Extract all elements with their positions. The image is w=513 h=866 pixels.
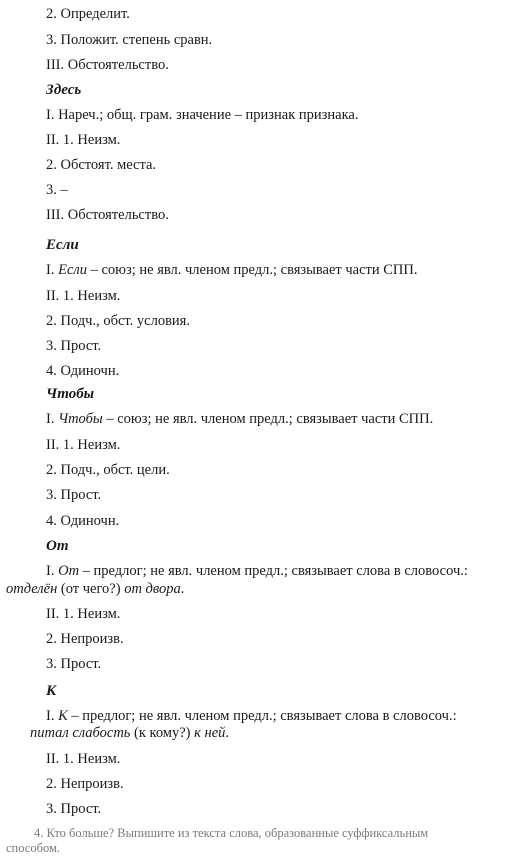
text-line: III. Обстоятельство. [46,207,169,223]
text-line: 3. Прост. [46,801,102,817]
section-heading-chtoby: Чтобы [46,386,95,402]
text-line: 2. Определит. [46,6,130,22]
text-line: питал слабость (к кому?) к ней. [30,725,230,741]
text-line: I. Чтобы – союз; не явл. членом предл.; связывает части СПП. [46,411,434,427]
text-line: 2. Подч., обст. цели. [46,462,170,478]
text-line: 3. Положит. степень сравн. [46,32,213,48]
text-line: 2. Подч., обст. условия. [46,313,190,329]
task-prompt-line: 4. Кто больше? Выпишите из текста слова, образованные суффиксальным [34,826,429,840]
text-line: II. 1. Неизм. [46,606,121,622]
task-prompt-line: способом. [6,841,61,855]
section-heading-zdes: Здесь [46,82,82,98]
text-line: II. 1. Неизм. [46,288,121,304]
section-heading-esli: Если [46,237,79,253]
text-line: I. К – предлог; не явл. членом предл.; связывает слова в словосоч.: [46,708,457,724]
section-heading-k: К [46,683,57,699]
text-line: II. 1. Неизм. [46,132,121,148]
text-line: 4. Одиночн. [46,363,120,379]
text-line: 3. Прост. [46,487,102,503]
text-line: 3. Прост. [46,656,102,672]
text-line: II. 1. Неизм. [46,437,121,453]
text-line: 4. Одиночн. [46,513,120,529]
text-line: 2. Непроизв. [46,776,124,792]
text-line: 3. Прост. [46,338,102,354]
text-line: отделён (от чего?) от двора. [6,581,185,597]
text-line: II. 1. Неизм. [46,751,121,767]
text-line: 2. Обстоят. места. [46,157,157,173]
text-line: I. Нареч.; общ. грам. значение – признак признака. [46,107,359,123]
text-line: I. Если – союз; не явл. членом предл.; связывает части СПП. [46,262,418,278]
text-line: I. От – предлог; не явл. членом предл.; связывает слова в словосоч.: [46,563,468,579]
text-line: 3. – [46,182,68,198]
text-line: 2. Непроизв. [46,631,124,647]
text-line: III. Обстоятельство. [46,57,169,73]
section-heading-ot: От [46,538,69,554]
